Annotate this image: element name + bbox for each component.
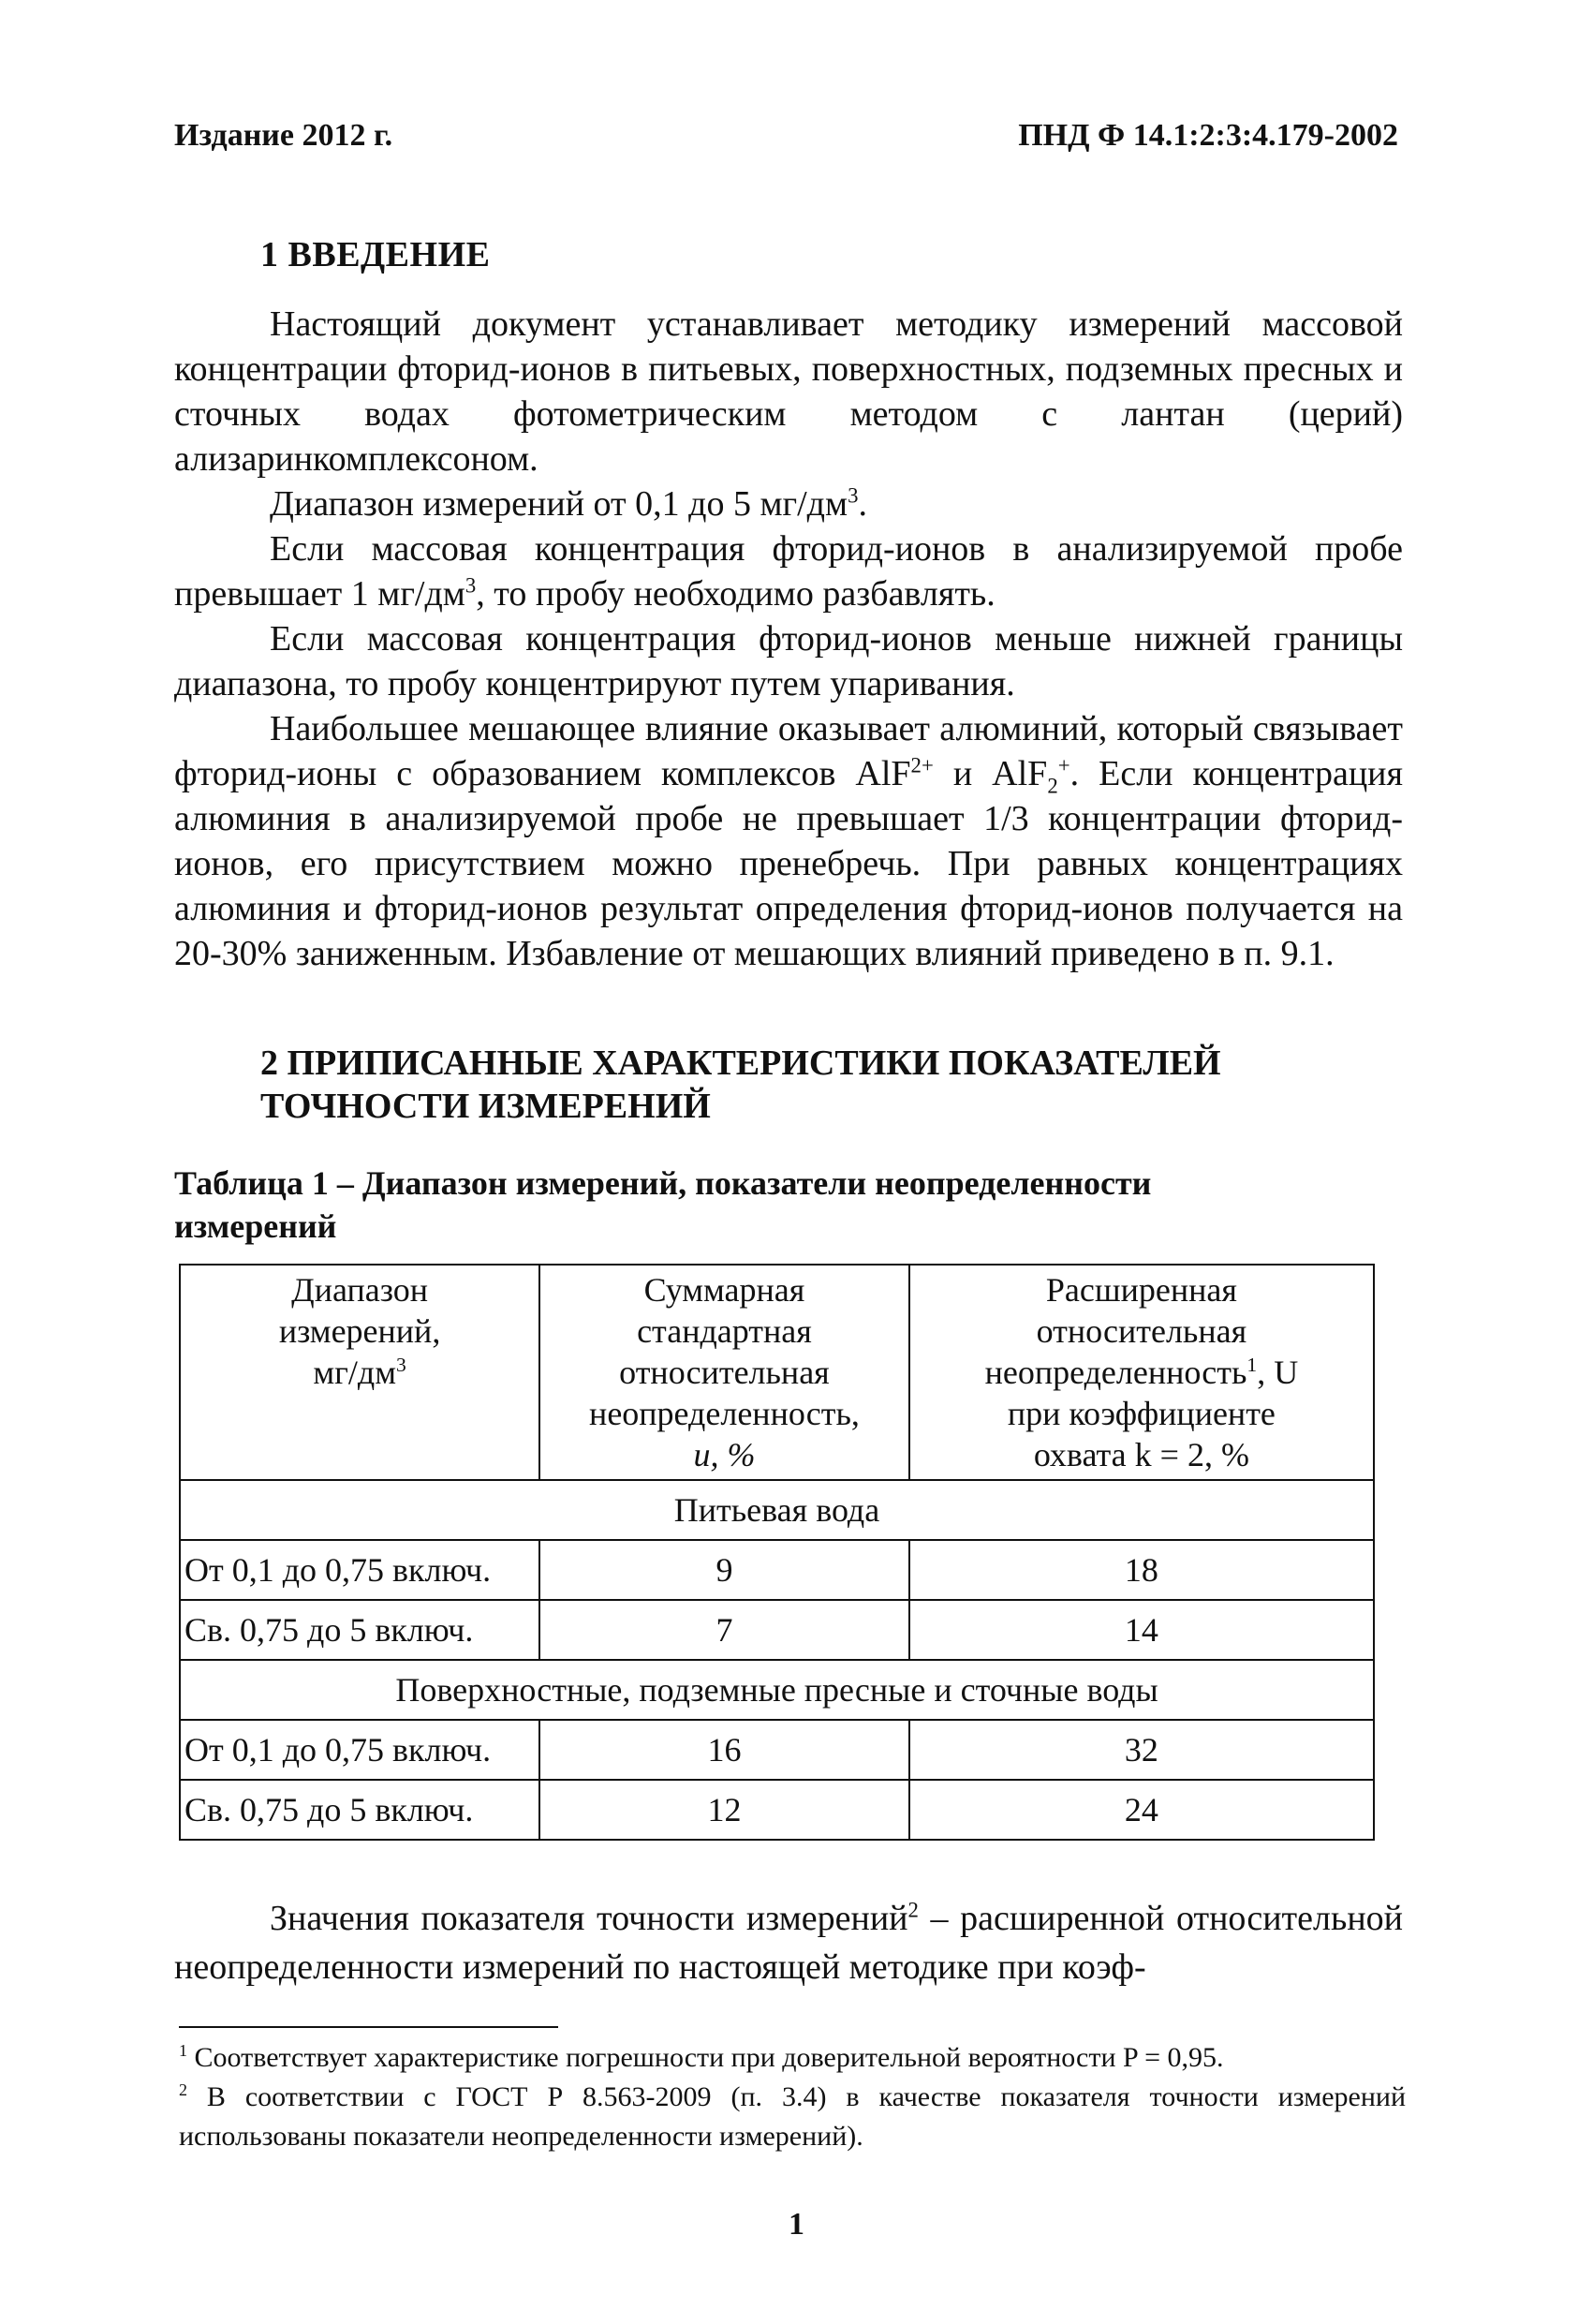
table1 (179, 1264, 1375, 1841)
spacer (186, 1393, 533, 1434)
paragraph (174, 526, 1403, 616)
u-cell: 16 (539, 1720, 909, 1780)
paragraph-text: , то пробу необходимо разбавлять. (476, 574, 996, 614)
superscript: 3 (396, 1354, 406, 1376)
footnote (179, 2038, 1406, 2078)
superscript: 2 (907, 1898, 919, 1922)
footnote-text: В соответствии с ГОСТ Р 8.563-2009 (п. 3.4) в качестве показателя точности измерений использованы показатели неопределенности измерений). (179, 2081, 1406, 2152)
table-row (180, 1540, 1374, 1600)
caption-line: измерений (174, 1207, 337, 1245)
header-text: относительная (1036, 1312, 1247, 1350)
superscript: 2+ (910, 753, 934, 777)
range-cell: От 0,1 до 0,75 включ. (180, 1720, 539, 1780)
footnote (179, 2078, 1406, 2156)
u-cell: 7 (539, 1600, 909, 1660)
spacer (186, 1434, 533, 1475)
paragraph (174, 481, 1403, 526)
paragraph (174, 1894, 1403, 1991)
header-text: , U (1257, 1354, 1299, 1391)
section1-body (174, 302, 1403, 976)
header-text: u, % (693, 1436, 756, 1473)
header-text: неопределенность (984, 1354, 1247, 1391)
header-expanded-uncertainty (909, 1265, 1374, 1480)
section-title-cell: Поверхностные, подземные пресные и сточные воды (180, 1660, 1374, 1720)
paragraph-text: Наибольшее мешающее влияние оказывает алюминий, который связывает фторид-ионы с образованием комплексов AlF (174, 709, 1403, 793)
U-cell: 18 (909, 1540, 1374, 1600)
paragraph-text: и AlF (933, 754, 1048, 793)
u-cell: 12 (539, 1780, 909, 1840)
superscript: 3 (848, 483, 859, 508)
header-text: при коэффициенте (1007, 1395, 1276, 1432)
table-section-row (180, 1660, 1374, 1720)
u-cell: 9 (539, 1540, 909, 1600)
section-title-cell: Питьевая вода (180, 1480, 1374, 1540)
superscript: 3 (465, 573, 477, 598)
footnote-marker: 1 (179, 2041, 187, 2060)
table-section-row (180, 1480, 1374, 1540)
paragraph (174, 616, 1403, 706)
header-text (186, 1352, 533, 1393)
header-standard-uncertainty (539, 1265, 909, 1480)
U-cell: 32 (909, 1720, 1374, 1780)
header-range (180, 1265, 539, 1480)
table-row (180, 1600, 1374, 1660)
paragraph-text: Если массовая концентрация фторид-ионов в анализируемой пробе превышает 1 мг/дм (174, 529, 1403, 614)
header-text: измерений, (278, 1312, 441, 1350)
header-text: мг/дм (313, 1354, 396, 1391)
range-cell: От 0,1 до 0,75 включ. (180, 1540, 539, 1600)
paragraph-text: Если массовая концентрация фторид-ионов меньше нижней границы диапазона, то пробу концентрируют путем упаривания. (174, 619, 1403, 703)
table1-caption (174, 1162, 1392, 1248)
section1-title: 1 ВВЕДЕНИЕ (260, 235, 491, 274)
header-text: неопределенность, (589, 1395, 860, 1432)
header-text: охвата k = 2, % (1033, 1436, 1249, 1473)
footnote-marker: 2 (179, 2080, 187, 2099)
subscript: 2 (1047, 774, 1058, 798)
header-text: Расширенная (1045, 1271, 1237, 1309)
header-text: относительная (619, 1354, 830, 1391)
table-row (180, 1780, 1374, 1840)
after-table-text (174, 1894, 1403, 1991)
header-text (916, 1352, 1367, 1393)
header-text: стандартная (637, 1312, 812, 1350)
page-number: 1 (789, 2207, 804, 2242)
footnote-text: Соответствует характеристике погрешности при доверительной вероятности P = 0,95. (187, 2042, 1224, 2073)
header-edition: Издание 2012 г. (174, 118, 393, 153)
table-row (180, 1720, 1374, 1780)
header-text: Диапазон (291, 1271, 428, 1309)
paragraph (174, 706, 1403, 976)
U-cell: 24 (909, 1780, 1374, 1840)
paragraph-text: – расширенной относительной неопределенности измерений по настоящей методике при коэф- (174, 1899, 1403, 1987)
paragraph-text: Диапазон измерений от 0,1 до 5 мг/дм (270, 484, 848, 524)
paragraph (174, 302, 1403, 481)
paragraph-text: . Если концентрация алюминия в анализируемой пробе не превышает 1/3 концентрации фторид-ионов, его присутствием можно пренебречь. При равных концентрациях алюминия и фторид-ионов результат определения фторид-ионов получается на 20-30% заниженным. Избавление от мешающих влияний приведено в п. 9.1. (174, 754, 1403, 973)
section2-title-line: ТОЧНОСТИ ИЗМЕРЕНИЙ (260, 1087, 711, 1126)
footnote-divider (179, 2026, 558, 2028)
range-cell: Св. 0,75 до 5 включ. (180, 1600, 539, 1660)
superscript: 1 (1246, 1354, 1258, 1376)
paragraph-text: Значения показателя точности измерений (270, 1899, 908, 1938)
footnotes (179, 2038, 1406, 2156)
range-cell: Св. 0,75 до 5 включ. (180, 1780, 539, 1840)
caption-line: Таблица 1 – Диапазон измерений, показатели неопределенности (174, 1164, 1152, 1202)
section2-title (260, 1042, 1403, 1128)
header-document-code: ПНД Ф 14.1:2:3:4.179-2002 (1018, 118, 1398, 153)
header-text: Суммарная (643, 1271, 805, 1309)
paragraph-text: Настоящий документ устанавливает методику измерений массовой концентрации фторид-ионов в питьевых, поверхностных, подземных пресных и сточных водах фотометрическим методом с лантан (церий) ализаринкомплексоном. (174, 304, 1403, 479)
section2-title-line: 2 ПРИПИСАННЫЕ ХАРАКТЕРИСТИКИ ПОКАЗАТЕЛЕЙ (260, 1044, 1221, 1083)
paragraph-text: . (858, 484, 867, 524)
table-header-row (180, 1265, 1374, 1480)
U-cell: 14 (909, 1600, 1374, 1660)
superscript: + (1057, 753, 1070, 777)
